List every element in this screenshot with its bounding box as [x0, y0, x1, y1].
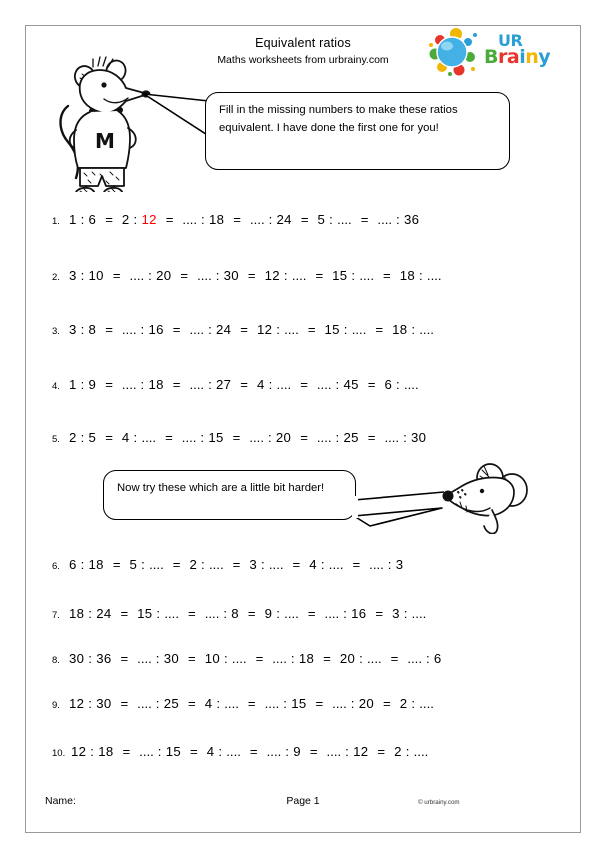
ratio-term: .... : 25	[137, 696, 180, 711]
ratio-term: 15 : ....	[324, 322, 367, 337]
equals-sign: =	[247, 696, 256, 711]
equals-sign: =	[255, 651, 264, 666]
ratio-term: .... : 18	[121, 377, 164, 392]
question-row-5	[52, 430, 572, 450]
ratio-term: 2 : 5	[69, 430, 97, 445]
equals-sign: =	[300, 377, 308, 392]
ratio-term: 3 : 8	[69, 322, 97, 337]
ratio-term: .... : 20	[129, 268, 172, 283]
equals-sign: =	[122, 744, 131, 759]
ratio-term: .... : 27	[189, 377, 232, 392]
equals-sign: =	[315, 696, 324, 711]
equals-sign: =	[188, 696, 196, 711]
ratio-term: 12 : ....	[256, 322, 299, 337]
ratio-term: 18 : 24	[69, 606, 112, 621]
ratio-term: .... : 20	[249, 430, 292, 445]
ratio-term: 6 : ....	[384, 377, 419, 392]
ratio-term: .... : 18	[272, 651, 315, 666]
logo-text-brainy: Brainy	[484, 46, 551, 68]
equals-sign: =	[172, 322, 181, 337]
ratio-term: .... : 12	[326, 744, 369, 759]
instruction-text-top: Fill in the missing numbers to make these ratios equivalent. I have done the first one for you!	[219, 104, 458, 134]
svg-text:M: M	[95, 129, 115, 153]
question-number: 8.	[52, 655, 60, 666]
ratio-term: 4 : ....	[256, 377, 292, 392]
ratio-term: 15 : ....	[332, 268, 375, 283]
ratio-term: 4 : ....	[204, 696, 239, 711]
question-number: 3.	[52, 326, 60, 337]
ratio-term: .... : 30	[384, 430, 427, 445]
equals-sign: =	[292, 557, 301, 572]
equals-sign: =	[352, 557, 361, 572]
ratio-term: .... : 3	[369, 557, 404, 572]
question-number: 2.	[52, 272, 60, 283]
question-row-4	[52, 377, 572, 397]
question-body	[69, 430, 426, 445]
ratio-term: .... : 25	[316, 430, 359, 445]
equals-sign: =	[188, 606, 196, 621]
question-body	[69, 557, 403, 572]
ratio-term: 3 : ....	[392, 606, 427, 621]
equals-sign: =	[367, 430, 376, 445]
equals-sign: =	[240, 322, 248, 337]
equals-sign: =	[105, 377, 113, 392]
question-row-3	[52, 322, 572, 342]
equals-sign: =	[307, 322, 316, 337]
cartoon-mouse-head	[438, 458, 542, 534]
ratio-term: 9 : ....	[264, 606, 299, 621]
question-row-8	[52, 651, 572, 671]
speech-bubble-tail-bottom	[352, 486, 448, 532]
page-title: Equivalent ratios	[255, 36, 351, 50]
ratio-term: 12 : ....	[264, 268, 307, 283]
equals-sign: =	[105, 212, 113, 227]
equals-sign: =	[165, 212, 174, 227]
question-body	[69, 268, 442, 283]
question-number: 6.	[52, 561, 60, 572]
ratio-term: 1 : 9	[69, 377, 97, 392]
equals-sign: =	[233, 212, 241, 227]
question-row-7	[52, 606, 572, 626]
question-body	[69, 377, 419, 392]
instruction-bubble-bottom	[103, 470, 356, 520]
equals-sign: =	[315, 268, 324, 283]
equals-sign: =	[360, 212, 369, 227]
ratio-term: 15 : ....	[137, 606, 180, 621]
ratio-term: 18 : ....	[392, 322, 434, 337]
equals-sign: =	[323, 651, 331, 666]
ratio-term: 2 : 12	[121, 212, 157, 227]
question-body	[69, 322, 434, 337]
ratio-term: 2 : ....	[189, 557, 224, 572]
equals-sign: =	[120, 606, 129, 621]
equals-sign: =	[383, 696, 391, 711]
question-number: 1.	[52, 216, 60, 227]
equals-sign: =	[367, 377, 376, 392]
ratio-term: .... : 18	[182, 212, 225, 227]
equals-sign: =	[300, 212, 309, 227]
equals-sign: =	[383, 268, 391, 283]
equals-sign: =	[172, 557, 181, 572]
question-number: 9.	[52, 700, 60, 711]
ratio-term: 4 : ....	[206, 744, 241, 759]
ratio-term: 5 : ....	[129, 557, 164, 572]
question-row-10	[52, 744, 572, 764]
ratio-term: 30 : 36	[69, 651, 112, 666]
equals-sign: =	[375, 606, 384, 621]
ratio-term: .... : 15	[181, 430, 224, 445]
equals-sign: =	[165, 430, 173, 445]
question-number: 5.	[52, 434, 60, 445]
ratio-term: .... : 16	[121, 322, 164, 337]
equals-sign: =	[112, 557, 121, 572]
ratio-term: 2 : ....	[399, 696, 434, 711]
equals-sign: =	[180, 268, 189, 283]
ratio-term: .... : 9	[266, 744, 301, 759]
ratio-term: .... : 24	[189, 322, 232, 337]
instruction-bubble-top	[205, 92, 510, 170]
question-body	[69, 606, 426, 621]
ratio-term: .... : 30	[137, 651, 180, 666]
ratio-term: .... : 15	[264, 696, 307, 711]
instruction-text-bottom: Now try these which are a little bit harder!	[117, 482, 325, 494]
equals-sign: =	[120, 651, 129, 666]
equals-sign: =	[240, 377, 248, 392]
logo-wordmark	[484, 31, 562, 75]
ratio-term: .... : 45	[316, 377, 359, 392]
urbrainy-logo	[428, 26, 560, 78]
ratio-term: 5 : ....	[317, 212, 352, 227]
ratio-term: .... : 24	[249, 212, 292, 227]
ratio-term: .... : 36	[377, 212, 420, 227]
question-body	[69, 212, 419, 227]
ratio-term: .... : 16	[324, 606, 367, 621]
ratio-term: 3 : ....	[249, 557, 284, 572]
equals-sign: =	[307, 606, 316, 621]
ratio-term: 2 : ....	[394, 744, 429, 759]
page-number-label: Page 1	[286, 795, 320, 807]
ratio-term: 20 : ....	[339, 651, 382, 666]
logo-text-ur: UR	[498, 31, 523, 50]
ratio-term: .... : 20	[332, 696, 375, 711]
ratio-term: 10 : ....	[204, 651, 247, 666]
equals-sign: =	[377, 744, 386, 759]
equals-sign: =	[188, 651, 196, 666]
ratio-term: 4 : ....	[309, 557, 344, 572]
page-subtitle: Maths worksheets from urbrainy.com	[217, 54, 389, 66]
ratio-term: .... : 6	[407, 651, 442, 666]
ratio-term: .... : 15	[139, 744, 182, 759]
equals-sign: =	[105, 430, 113, 445]
equals-sign: =	[232, 557, 241, 572]
ratio-term: .... : 8	[204, 606, 239, 621]
question-number: 7.	[52, 610, 60, 621]
question-row-9	[52, 696, 572, 716]
equals-sign: =	[390, 651, 399, 666]
copyright-label: © urbrainy.com	[418, 799, 460, 806]
question-body	[69, 651, 442, 666]
equals-sign: =	[309, 744, 318, 759]
equals-sign: =	[172, 377, 181, 392]
question-row-2	[52, 268, 572, 288]
ratio-term: 6 : 18	[69, 557, 104, 572]
ratio-term: 3 : 10	[69, 268, 104, 283]
equals-sign: =	[249, 744, 258, 759]
question-row-1	[52, 212, 572, 232]
equals-sign: =	[247, 268, 256, 283]
equals-sign: =	[232, 430, 241, 445]
question-number: 4.	[52, 381, 60, 392]
name-label: Name:	[45, 795, 76, 807]
ratio-term: 18 : ....	[399, 268, 442, 283]
question-number: 10.	[52, 748, 66, 759]
equals-sign: =	[375, 322, 384, 337]
question-body	[69, 696, 434, 711]
footer-divider	[26, 782, 580, 783]
equals-sign: =	[300, 430, 308, 445]
equals-sign: =	[247, 606, 256, 621]
question-body	[71, 744, 428, 759]
equals-sign: =	[190, 744, 198, 759]
equals-sign: =	[120, 696, 129, 711]
ratio-term: 12 : 30	[69, 696, 112, 711]
ratio-term: 4 : ....	[121, 430, 157, 445]
equals-sign: =	[112, 268, 121, 283]
equals-sign: =	[105, 322, 113, 337]
ratio-term: .... : 30	[197, 268, 239, 283]
ratio-term: 1 : 6	[69, 212, 97, 227]
question-row-6	[52, 557, 572, 577]
ratio-term: 12 : 18	[71, 744, 114, 759]
